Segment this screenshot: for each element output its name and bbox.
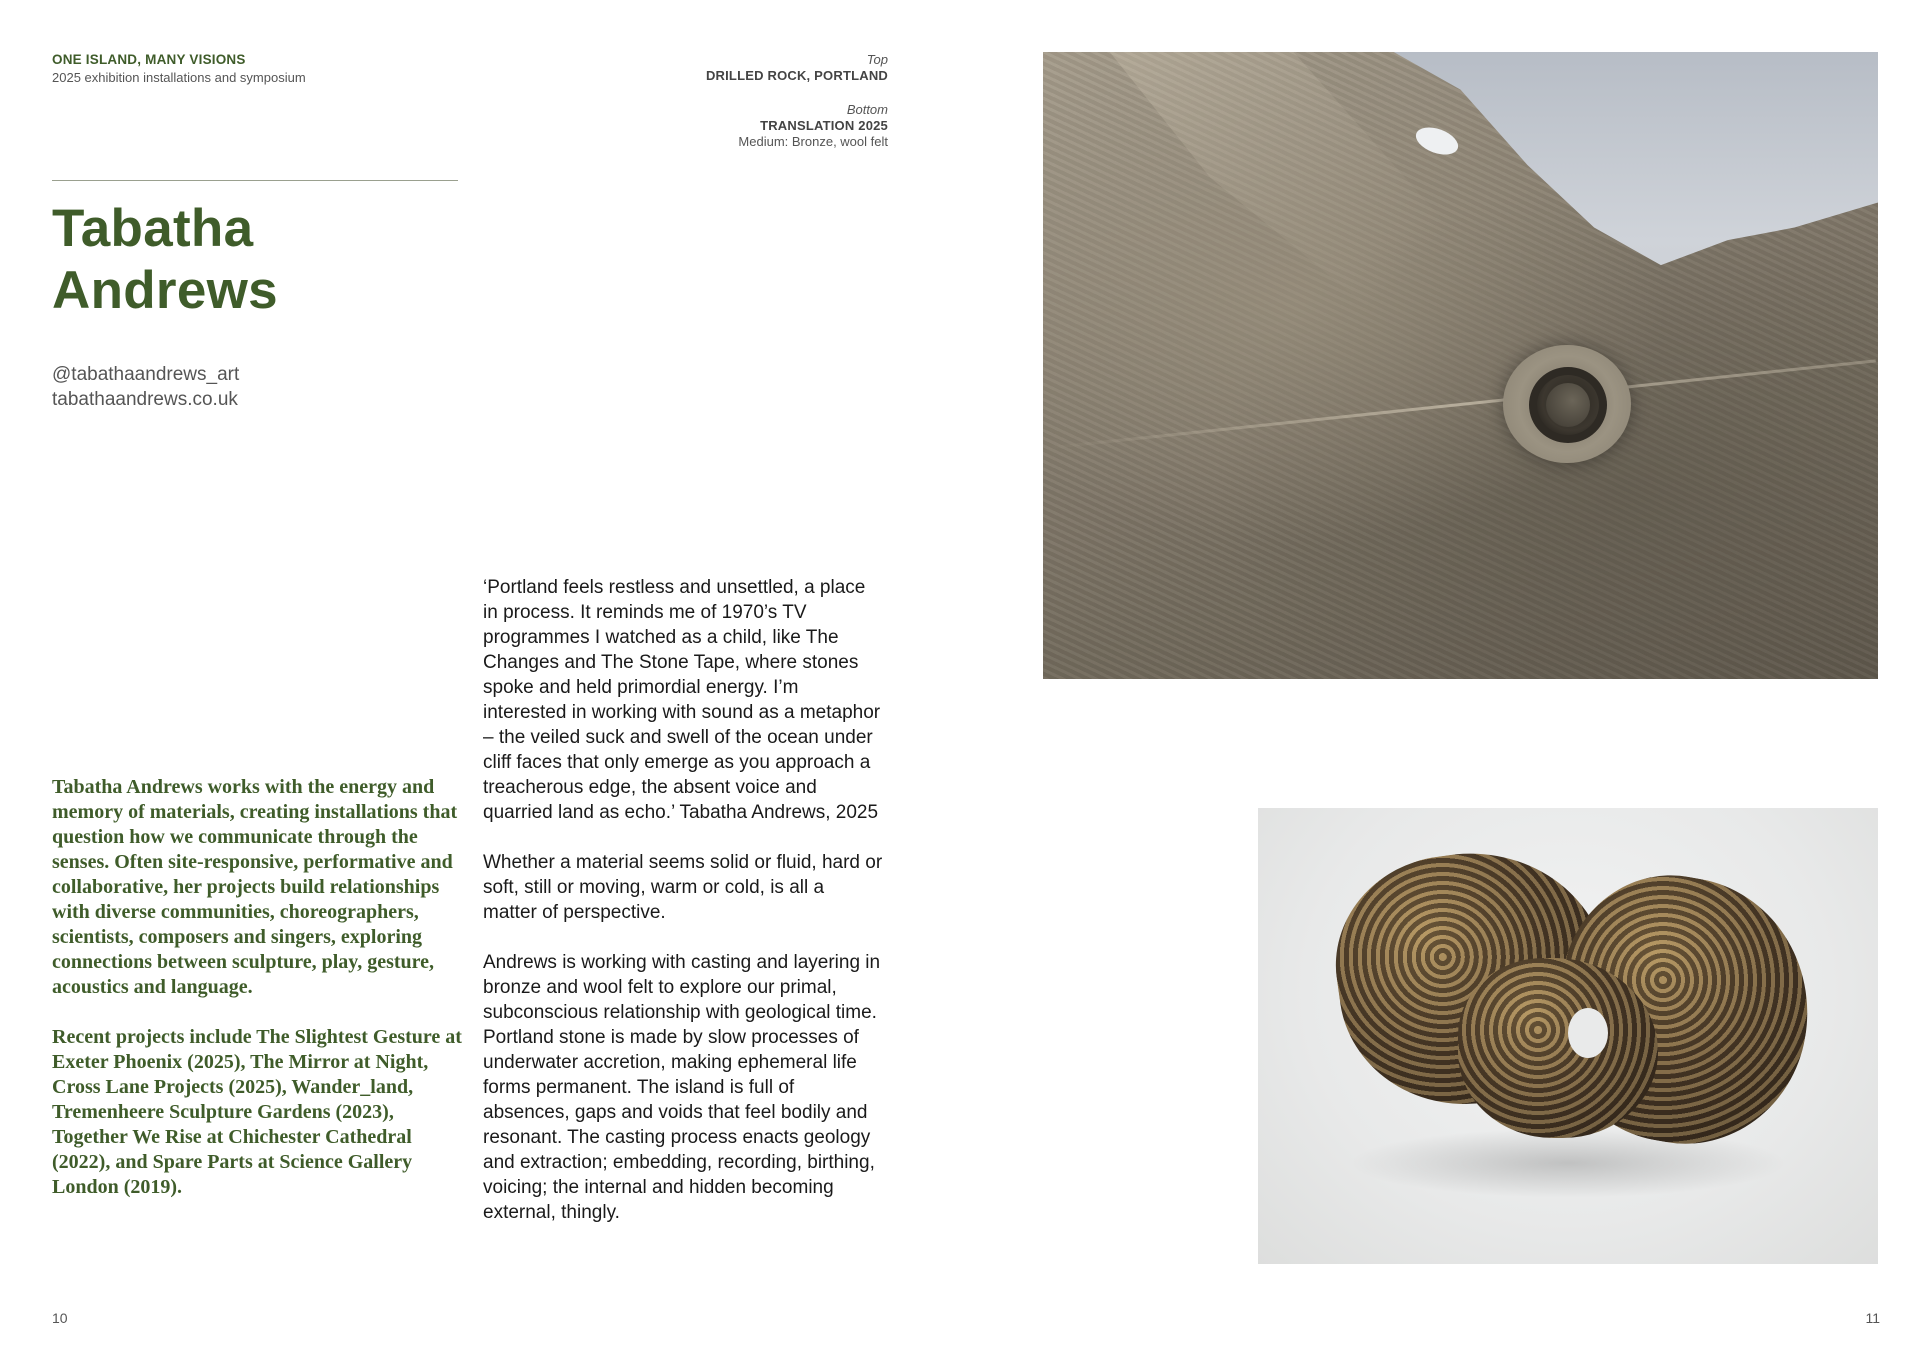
website-link[interactable]: tabathaandrews.co.uk [52,389,238,410]
page-number-left: 10 [52,1310,68,1326]
body-paragraph: Andrews is working with casting and layering in bronze and wool felt to explore our primal, subconscious relationship with geological time. Portland stone is made by slow processes of underwater accretion, making ephemeral life forms permanent. The island is full of absences, gaps and voids that feel bodily and resonant. The casting process enacts geology and extraction; embedding, recording, birthing, voicing; the internal and hidden becoming external, thingly. [483,952,881,1223]
caption-bottom-medium: Medium: Bronze, wool felt [738,134,888,149]
artist-links [52,362,239,412]
artist-bio [52,775,462,1225]
body-paragraph-quote: ‘Portland feels restless and unsettled, a place in process. It reminds me of 1970’s TV programmes I watched as a child, like The Changes and The Stone Tape, where stones spoke and held primordial energy. I’m interested in working with sound as a metaphor – the veiled suck and swell of the ocean under cliff faces that only emerge as you approach a treacherous edge, the absent voice and quarried land as echo.’ Tabatha Andrews, 2025 [483,577,881,823]
caption-top-label: Top [866,52,888,67]
bio-paragraph: Tabatha Andrews works with the energy and memory of materials, creating installations that question how we communicate through the senses. Often site-responsive, performative and collaborative, her projects build relationships with diverse communities, choreographers, scientists, composers and singers, exploring connections between sculpture, play, gesture, acoustics and language. [52,776,458,998]
divider [52,180,458,181]
photo-drilled-rock [1043,52,1878,679]
photo-bronze-sculpture [1258,808,1878,1264]
page-number-right: 11 [1865,1310,1880,1326]
artist-name-last: Andrews [52,261,278,320]
instagram-handle[interactable]: @tabathaandrews_art [52,364,240,385]
publication-title: ONE ISLAND, MANY VISIONS [52,52,246,67]
caption-bottom-label: Bottom [846,102,888,117]
artist-name-first: Tabatha [52,199,254,258]
body-paragraph: Whether a material seems solid or fluid, hard or soft, still or moving, warm or cold, is all a matter of perspective. [483,852,883,923]
caption-bottom-title: TRANSLATION 2025 [760,118,888,133]
caption-bottom [738,102,888,150]
artist-name [52,198,472,322]
publication-subtitle: 2025 exhibition installations and symposium [52,70,306,85]
caption-top [706,52,888,84]
body-text [483,575,883,1250]
caption-top-title: DRILLED ROCK, PORTLAND [705,68,888,83]
bio-paragraph: Recent projects include The Slightest Gesture at Exeter Phoenix (2025), The Mirror at Night, Cross Lane Projects (2025), Wander_land, Tremenheere Sculpture Gardens (2023), Together We Rise at Chichester Cathedral (2022), and Spare Parts at Science Gallery London (2019). [52,1026,462,1198]
